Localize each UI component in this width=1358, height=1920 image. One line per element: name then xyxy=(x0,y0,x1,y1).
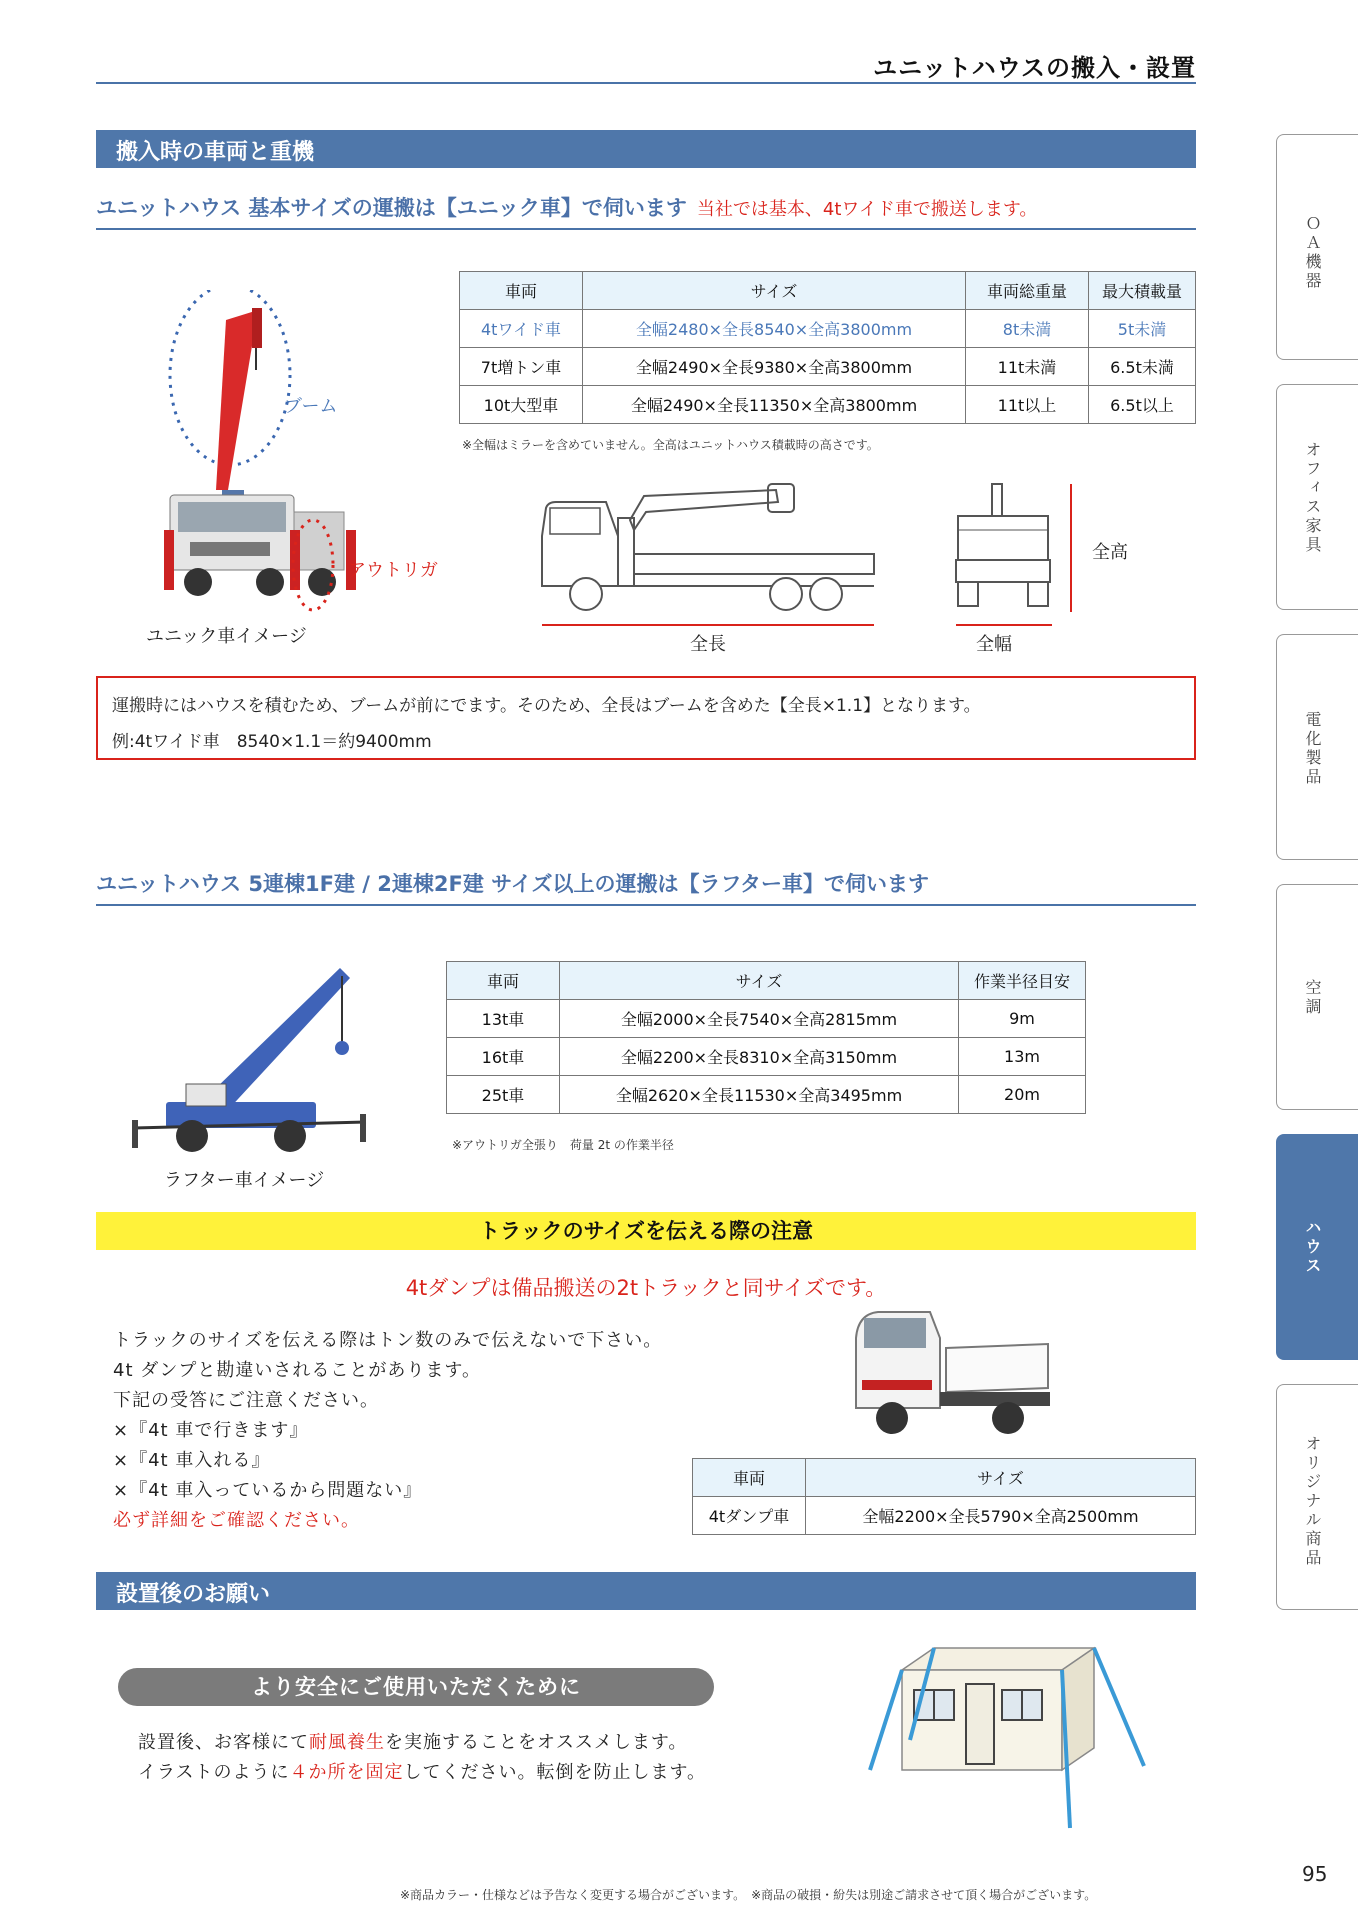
boom-label: ブーム xyxy=(284,396,338,417)
length-label: 全長 xyxy=(690,634,726,655)
rafter-subheading: ユニットハウス 5連棟1F建 / 2連棟2F建 サイズ以上の運搬は【ラフター車】で伺います xyxy=(96,872,930,896)
unic-table-note: ※全幅はミラーを含めていません。全高はユニットハウス積載時の高さです。 xyxy=(462,438,879,452)
table-row xyxy=(447,1000,1086,1038)
col-header: サイズ xyxy=(806,1459,1196,1497)
table-cell: 全幅2480×全長8540×全高3800mm xyxy=(583,310,966,348)
col-header: 作業半径目安 xyxy=(959,962,1086,1000)
truck-rear-diagram xyxy=(950,480,1054,610)
table-cell: 16t車 xyxy=(447,1038,560,1076)
table-cell: 13t車 xyxy=(447,1000,560,1038)
caution-line: ×『4t 車入っているから問題ない』 xyxy=(113,1480,423,1501)
side-tab-office-furniture[interactable] xyxy=(1276,384,1358,610)
unic-subheading-text: ユニットハウス 基本サイズの運搬は【ユニック車】で伺います xyxy=(96,196,687,220)
unit-house-tie-down-illustration xyxy=(862,1630,1162,1830)
page-title: ユニットハウスの搬入・設置 xyxy=(873,54,1196,82)
after-line2-b: してください。転倒を防止します。 xyxy=(403,1762,707,1783)
unic-subheading-note: 当社では基本、4tワイド車で搬送します。 xyxy=(696,199,1038,220)
col-header: サイズ xyxy=(583,272,966,310)
table-cell: 6.5t以上 xyxy=(1089,386,1196,424)
truck-side-diagram xyxy=(536,476,880,626)
after-line1 xyxy=(138,1728,706,1758)
section-bar-transport: 搬入時の車両と重機 xyxy=(96,130,1196,168)
after-line2-a: イラストのように xyxy=(138,1762,290,1783)
table-cell: 7t増トン車 xyxy=(460,348,583,386)
table-cell: 11t以上 xyxy=(966,386,1089,424)
boom-note-line2: 例:4tワイド車 8540×1.1＝約9400mm xyxy=(112,732,432,752)
caution-line: ×『4t 車で行きます』 xyxy=(113,1420,309,1441)
length-dimension-line xyxy=(542,624,874,626)
height-dimension-line xyxy=(1070,484,1072,612)
table-header-row xyxy=(447,962,1086,1000)
col-header: 最大積載量 xyxy=(1089,272,1196,310)
caution-confirm: 必ず詳細をご確認ください。 xyxy=(113,1510,360,1531)
unic-subheading-rule xyxy=(96,228,1196,230)
caution-line: 下記の受答にご注意ください。 xyxy=(113,1390,379,1411)
side-tab-original-products[interactable] xyxy=(1276,1384,1358,1610)
table-cell: 4tワイド車 xyxy=(460,310,583,348)
side-tab-label: ハウス xyxy=(1303,1219,1322,1276)
rafter-spec-table xyxy=(446,961,1086,1114)
after-line1-a: 設置後、お客様にて xyxy=(138,1732,309,1753)
table-header-row xyxy=(460,272,1196,310)
col-header: 車両 xyxy=(447,962,560,1000)
caution-text xyxy=(113,1326,662,1536)
table-cell: 9m xyxy=(959,1000,1086,1038)
table-cell: 全幅2490×全長9380×全高3800mm xyxy=(583,348,966,386)
dump-truck-image xyxy=(848,1308,1056,1440)
table-cell: 20m xyxy=(959,1076,1086,1114)
table-row xyxy=(693,1497,1196,1535)
table-cell: 13m xyxy=(959,1038,1086,1076)
table-row xyxy=(460,386,1196,424)
rafter-caption: ラフター車イメージ xyxy=(164,1170,325,1191)
rafter-table-note: ※アウトリガ全張り 荷量 2t の作業半径 xyxy=(452,1138,674,1152)
col-header: 車両総重量 xyxy=(966,272,1089,310)
rafter-crane-image xyxy=(130,952,370,1162)
after-line2-red: ４か所を固定 xyxy=(289,1762,404,1783)
table-header-row xyxy=(693,1459,1196,1497)
table-cell: 全幅2200×全長8310×全高3150mm xyxy=(560,1038,959,1076)
caution-line: 4t ダンプと勘違いされることがあります。 xyxy=(113,1360,481,1381)
unic-subheading xyxy=(96,192,1196,222)
table-cell: 全幅2200×全長5790×全高2500mm xyxy=(806,1497,1196,1535)
side-tab-oa[interactable] xyxy=(1276,134,1358,360)
after-line1-b: を実施することをオススメします。 xyxy=(385,1732,688,1753)
table-cell: 10t大型車 xyxy=(460,386,583,424)
side-tab-label: ＯＡ機器 xyxy=(1303,215,1322,291)
caution-banner: トラックのサイズを伝える際の注意 xyxy=(96,1212,1196,1250)
table-cell: 全幅2490×全長11350×全高3800mm xyxy=(583,386,966,424)
table-cell: 6.5t未満 xyxy=(1089,348,1196,386)
safety-pill: より安全にご使用いただくために xyxy=(118,1668,714,1706)
after-line2 xyxy=(138,1758,706,1788)
table-cell: 11t未満 xyxy=(966,348,1089,386)
side-tab-electronics[interactable] xyxy=(1276,634,1358,860)
width-dimension-line xyxy=(956,624,1052,626)
side-tab-label: オフィス家具 xyxy=(1303,441,1322,555)
caution-red-line: 4tダンプは備品搬送の2tトラックと同サイズです。 xyxy=(405,1276,887,1300)
title-rule xyxy=(96,82,1196,84)
table-cell: 全幅2620×全長11530×全高3495mm xyxy=(560,1076,959,1114)
width-label: 全幅 xyxy=(976,634,1012,655)
table-row xyxy=(460,348,1196,386)
after-line1-red: 耐風養生 xyxy=(309,1732,385,1753)
col-header: 車両 xyxy=(693,1459,806,1497)
side-tab-label: オリジナル商品 xyxy=(1303,1435,1322,1568)
unic-caption: ユニック車イメージ xyxy=(146,626,307,647)
table-row xyxy=(460,310,1196,348)
caution-line: ×『4t 車入れる』 xyxy=(113,1450,271,1471)
boom-length-note-box xyxy=(96,676,1196,760)
dump-spec-table xyxy=(692,1458,1196,1535)
col-header: サイズ xyxy=(560,962,959,1000)
table-cell: 25t車 xyxy=(447,1076,560,1114)
table-cell: 8t未満 xyxy=(966,310,1089,348)
after-install-text xyxy=(138,1728,706,1788)
boom-note-line1: 運搬時にはハウスを積むため、ブームが前にでます。そのため、全長はブームを含めた【全長×1.1】となります。 xyxy=(112,696,981,716)
section-bar-after-install: 設置後のお願い xyxy=(96,1572,1196,1610)
table-cell: 5t未満 xyxy=(1089,310,1196,348)
side-tab-label: 電化製品 xyxy=(1303,711,1322,787)
table-cell: 全幅2000×全長7540×全高2815mm xyxy=(560,1000,959,1038)
table-row xyxy=(447,1038,1086,1076)
side-tab-label: 空調 xyxy=(1303,979,1322,1017)
caution-line: トラックのサイズを伝える際はトン数のみで伝えないで下さい。 xyxy=(113,1330,663,1351)
rafter-subheading-rule xyxy=(96,904,1196,906)
side-tab-house[interactable] xyxy=(1276,1134,1358,1360)
table-row xyxy=(447,1076,1086,1114)
footer-note: ※商品カラー・仕様などは予告なく変更する場合がございます。 ※商品の破損・紛失は別途ご請求させて頂く場合がございます。 xyxy=(400,1888,1097,1902)
unic-spec-table xyxy=(459,271,1196,424)
col-header: 車両 xyxy=(460,272,583,310)
table-cell: 4tダンプ車 xyxy=(693,1497,806,1535)
page-number: 95 xyxy=(1302,1862,1328,1886)
side-tab-air-conditioning[interactable] xyxy=(1276,884,1358,1110)
height-label: 全高 xyxy=(1092,542,1128,563)
outrigger-label: アウトリガ xyxy=(348,560,438,581)
